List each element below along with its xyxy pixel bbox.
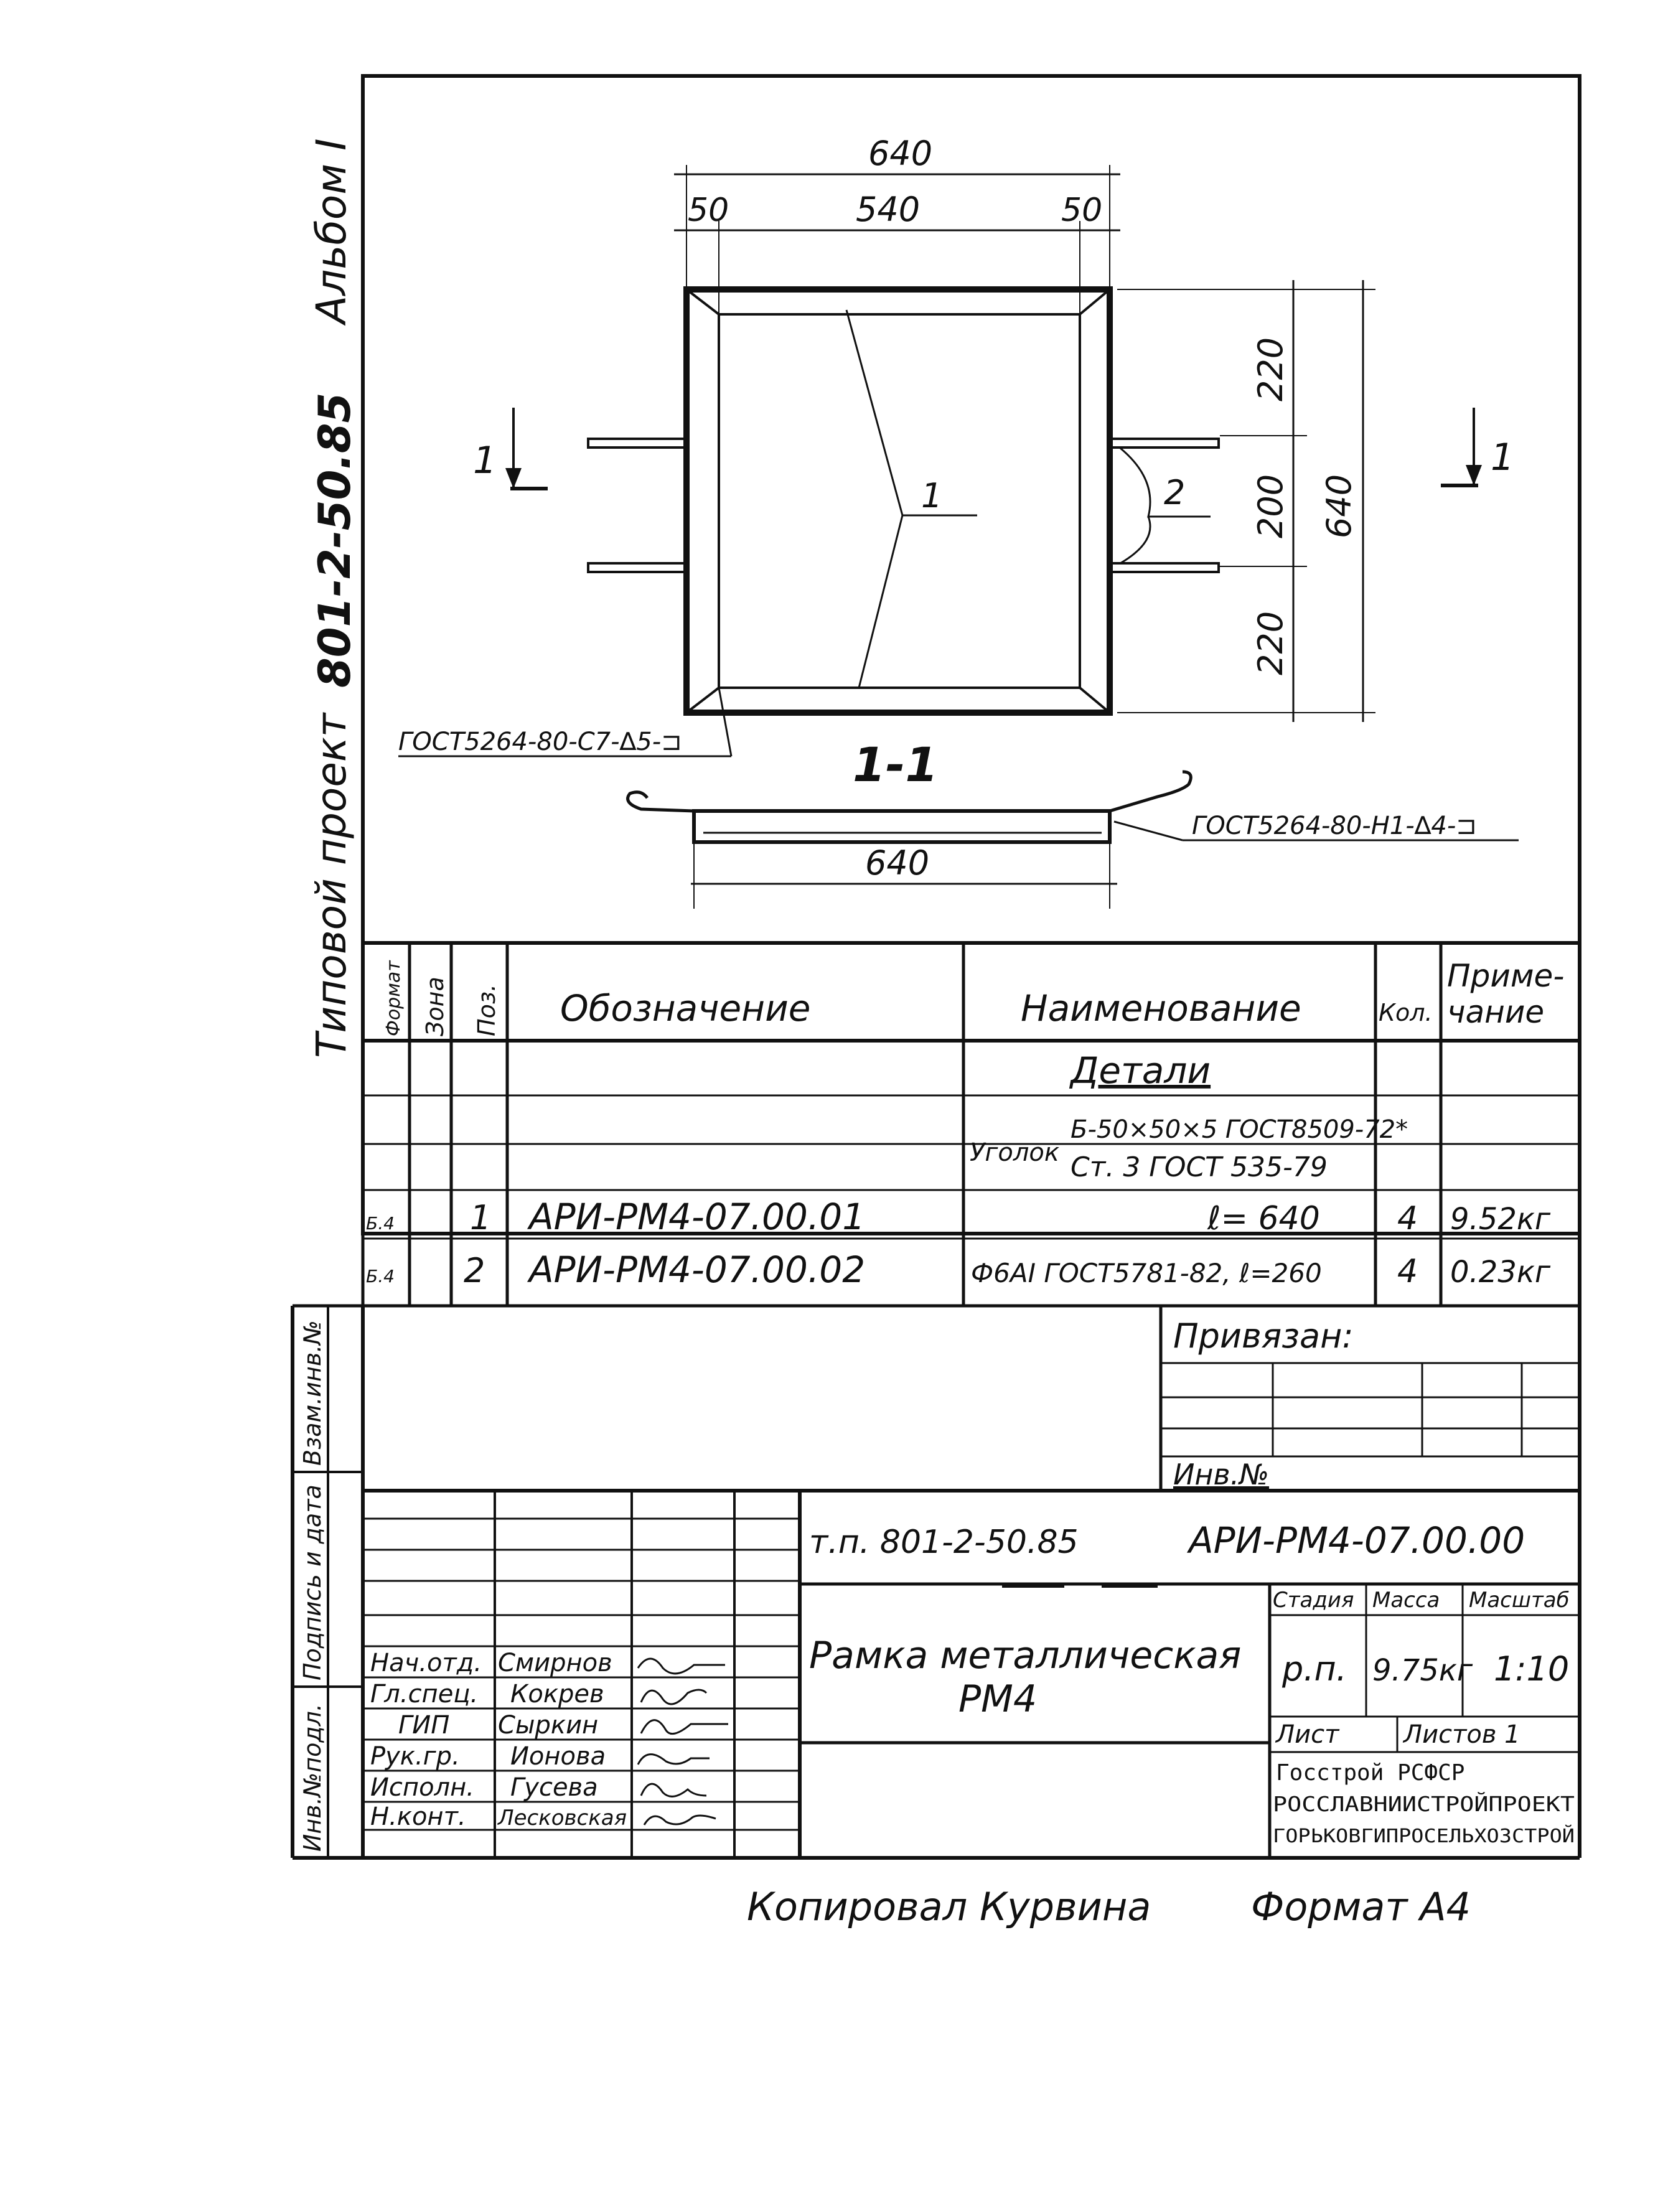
cut-arrow-icon [505, 468, 522, 489]
row-1-name: ℓ= 640 [1207, 1200, 1320, 1237]
frame-corner [686, 289, 719, 314]
album-label: Альбом I [307, 138, 355, 324]
tb-org-3: ГОРЬКОВГИПРОСЕЛЬХОЗСТРОЙ [1273, 1825, 1543, 1847]
header-note-line-2: чание [1447, 994, 1545, 1030]
role-3: ГИП [398, 1711, 450, 1740]
row-1-qty: 4 [1397, 1200, 1418, 1237]
title-block [363, 1491, 1580, 1858]
section-title: 1-1 [853, 737, 939, 792]
dimension-total-top: 640 [868, 134, 933, 173]
position-1-label: 1 [921, 476, 943, 515]
anchor-rod [588, 439, 686, 448]
frame-corner [1080, 289, 1110, 314]
plan-view [398, 134, 1514, 756]
cut-mark-left-label: 1 [473, 439, 497, 482]
leader-line [719, 688, 731, 756]
header-qty: Кол. [1379, 999, 1433, 1026]
row-1-format: Б.4 [366, 1213, 395, 1234]
leader-line [1120, 517, 1150, 563]
tb-mass-value: 9.75кг [1372, 1653, 1473, 1688]
header-pos: Поз. [473, 983, 500, 1036]
role-4: Рук.гр. [370, 1742, 460, 1771]
spec-table [363, 943, 1580, 1306]
section-dimension: 640 [865, 843, 930, 883]
row-2-qty: 4 [1397, 1253, 1418, 1290]
tb-sheet-label: Лист [1276, 1720, 1339, 1749]
tb-item-name-2: РМ4 [958, 1677, 1038, 1721]
tb-item-name-1: Рамка металлическая [809, 1634, 1242, 1677]
person-2: Кокрев [510, 1680, 604, 1708]
header-format: Формат [383, 960, 405, 1036]
material-line-2: Ст. 3 ГОСТ 535-79 [1071, 1151, 1328, 1183]
weld-note-plan: ГОСТ5264-80-С7-∆5-⊐ [398, 728, 682, 756]
project-code: 801-2-50.85 [309, 392, 360, 688]
person-4: Ионова [510, 1742, 606, 1771]
side-stamp [307, 138, 360, 1058]
row-2-pos: 2 [464, 1251, 485, 1290]
cut-mark-right-label: 1 [1491, 436, 1515, 479]
dimension-middle: 540 [856, 190, 921, 229]
tb-sheets-label: Листов 1 [1403, 1720, 1520, 1749]
section-angle [694, 811, 1110, 842]
tb-stage-value: р.п. [1282, 1649, 1347, 1689]
weld-note-section: ГОСТ5264-80-Н1-∆4-⊐ [1192, 812, 1477, 840]
tb-project-ref: т.п. 801-2-50.85 [809, 1524, 1079, 1561]
section-rod-right [1110, 772, 1191, 811]
header-name: Наименование [1021, 987, 1301, 1029]
section-rod-left [628, 792, 694, 811]
position-2-label: 2 [1164, 473, 1186, 512]
dimension-right: 50 [1061, 192, 1103, 229]
header-zone: Зона [421, 977, 449, 1036]
row-2-format: Б.4 [366, 1266, 395, 1286]
person-3: Сыркин [498, 1711, 599, 1740]
person-6: Лесковская [498, 1806, 627, 1830]
binding-title: Привязан: [1173, 1316, 1354, 1356]
tb-org-2: РОССЛАВНИИСТРОЙПРОЕКТ [1273, 1792, 1533, 1816]
strip-label-replace-inv: Взам.инв.№ [299, 1320, 326, 1466]
tb-stage-label: Стадия [1273, 1588, 1354, 1613]
anchor-rod [1110, 439, 1219, 448]
left-strip [293, 1306, 363, 1858]
strip-label-signature: Подпись и дата [299, 1484, 326, 1680]
role-6: Н.конт. [370, 1802, 466, 1831]
section-title-details: Детали [1071, 1049, 1211, 1092]
strip-label-inv-orig: Инв.№подл. [299, 1703, 326, 1852]
tb-scale-value: 1:10 [1494, 1649, 1570, 1689]
dimension-side-total: 640 [1319, 474, 1359, 538]
sheet-frame [363, 76, 1580, 1234]
cut-arrow-icon [1466, 465, 1482, 485]
footer-copied: Копировал Курвина [747, 1884, 1151, 1929]
leader-line [846, 310, 902, 515]
leader-line [1114, 822, 1183, 840]
tb-doc-code: АРИ-РМ4-07.00.00 [1189, 1519, 1525, 1562]
person-1: Смирнов [498, 1649, 612, 1677]
person-5: Гусева [510, 1773, 598, 1802]
frame-corner [686, 688, 719, 713]
dimension-side-mid: 200 [1251, 474, 1290, 538]
frame-corner [1080, 688, 1110, 713]
role-5: Исполн. [370, 1773, 474, 1802]
leader-line [859, 515, 902, 688]
header-note [1447, 958, 1574, 1030]
dimension-side-bottom: 220 [1251, 611, 1290, 675]
material-line-1: Б-50×50×5 ГОСТ8509-72* [1071, 1115, 1408, 1144]
anchor-rod [1110, 563, 1219, 572]
tb-mass-label: Масса [1372, 1588, 1440, 1613]
header-note-line-1: Приме- [1447, 958, 1565, 994]
header-designation: Обозначение [560, 987, 811, 1029]
section-view [628, 737, 1519, 909]
footer-format: Формат А4 [1251, 1884, 1471, 1929]
row-1-note: 9.52кг [1450, 1202, 1551, 1237]
signature-marks [638, 1659, 728, 1825]
dimension-side-top: 220 [1251, 337, 1290, 401]
tb-org-1: Госстрой РСФСР [1276, 1760, 1465, 1786]
material-prefix: Уголок [970, 1138, 1060, 1167]
role-2: Гл.спец. [370, 1680, 479, 1708]
binding-inv-label: Инв.№ [1173, 1458, 1270, 1491]
role-1: Нач.отд. [370, 1649, 482, 1677]
binding-block [1161, 1306, 1580, 1491]
tb-scale-label: Масштаб [1469, 1588, 1570, 1613]
row-1-designation: АРИ-РМ4-07.00.01 [529, 1196, 866, 1238]
row-1-pos: 1 [470, 1198, 492, 1237]
dimension-left: 50 [688, 192, 729, 229]
row-2-name: Ф6АI ГОСТ5781-82, ℓ=260 [971, 1258, 1322, 1288]
row-2-designation: АРИ-РМ4-07.00.02 [529, 1249, 866, 1291]
anchor-rod [588, 563, 686, 572]
row-2-note: 0.23кг [1450, 1255, 1551, 1290]
project-label: Типовой проект [307, 713, 355, 1058]
